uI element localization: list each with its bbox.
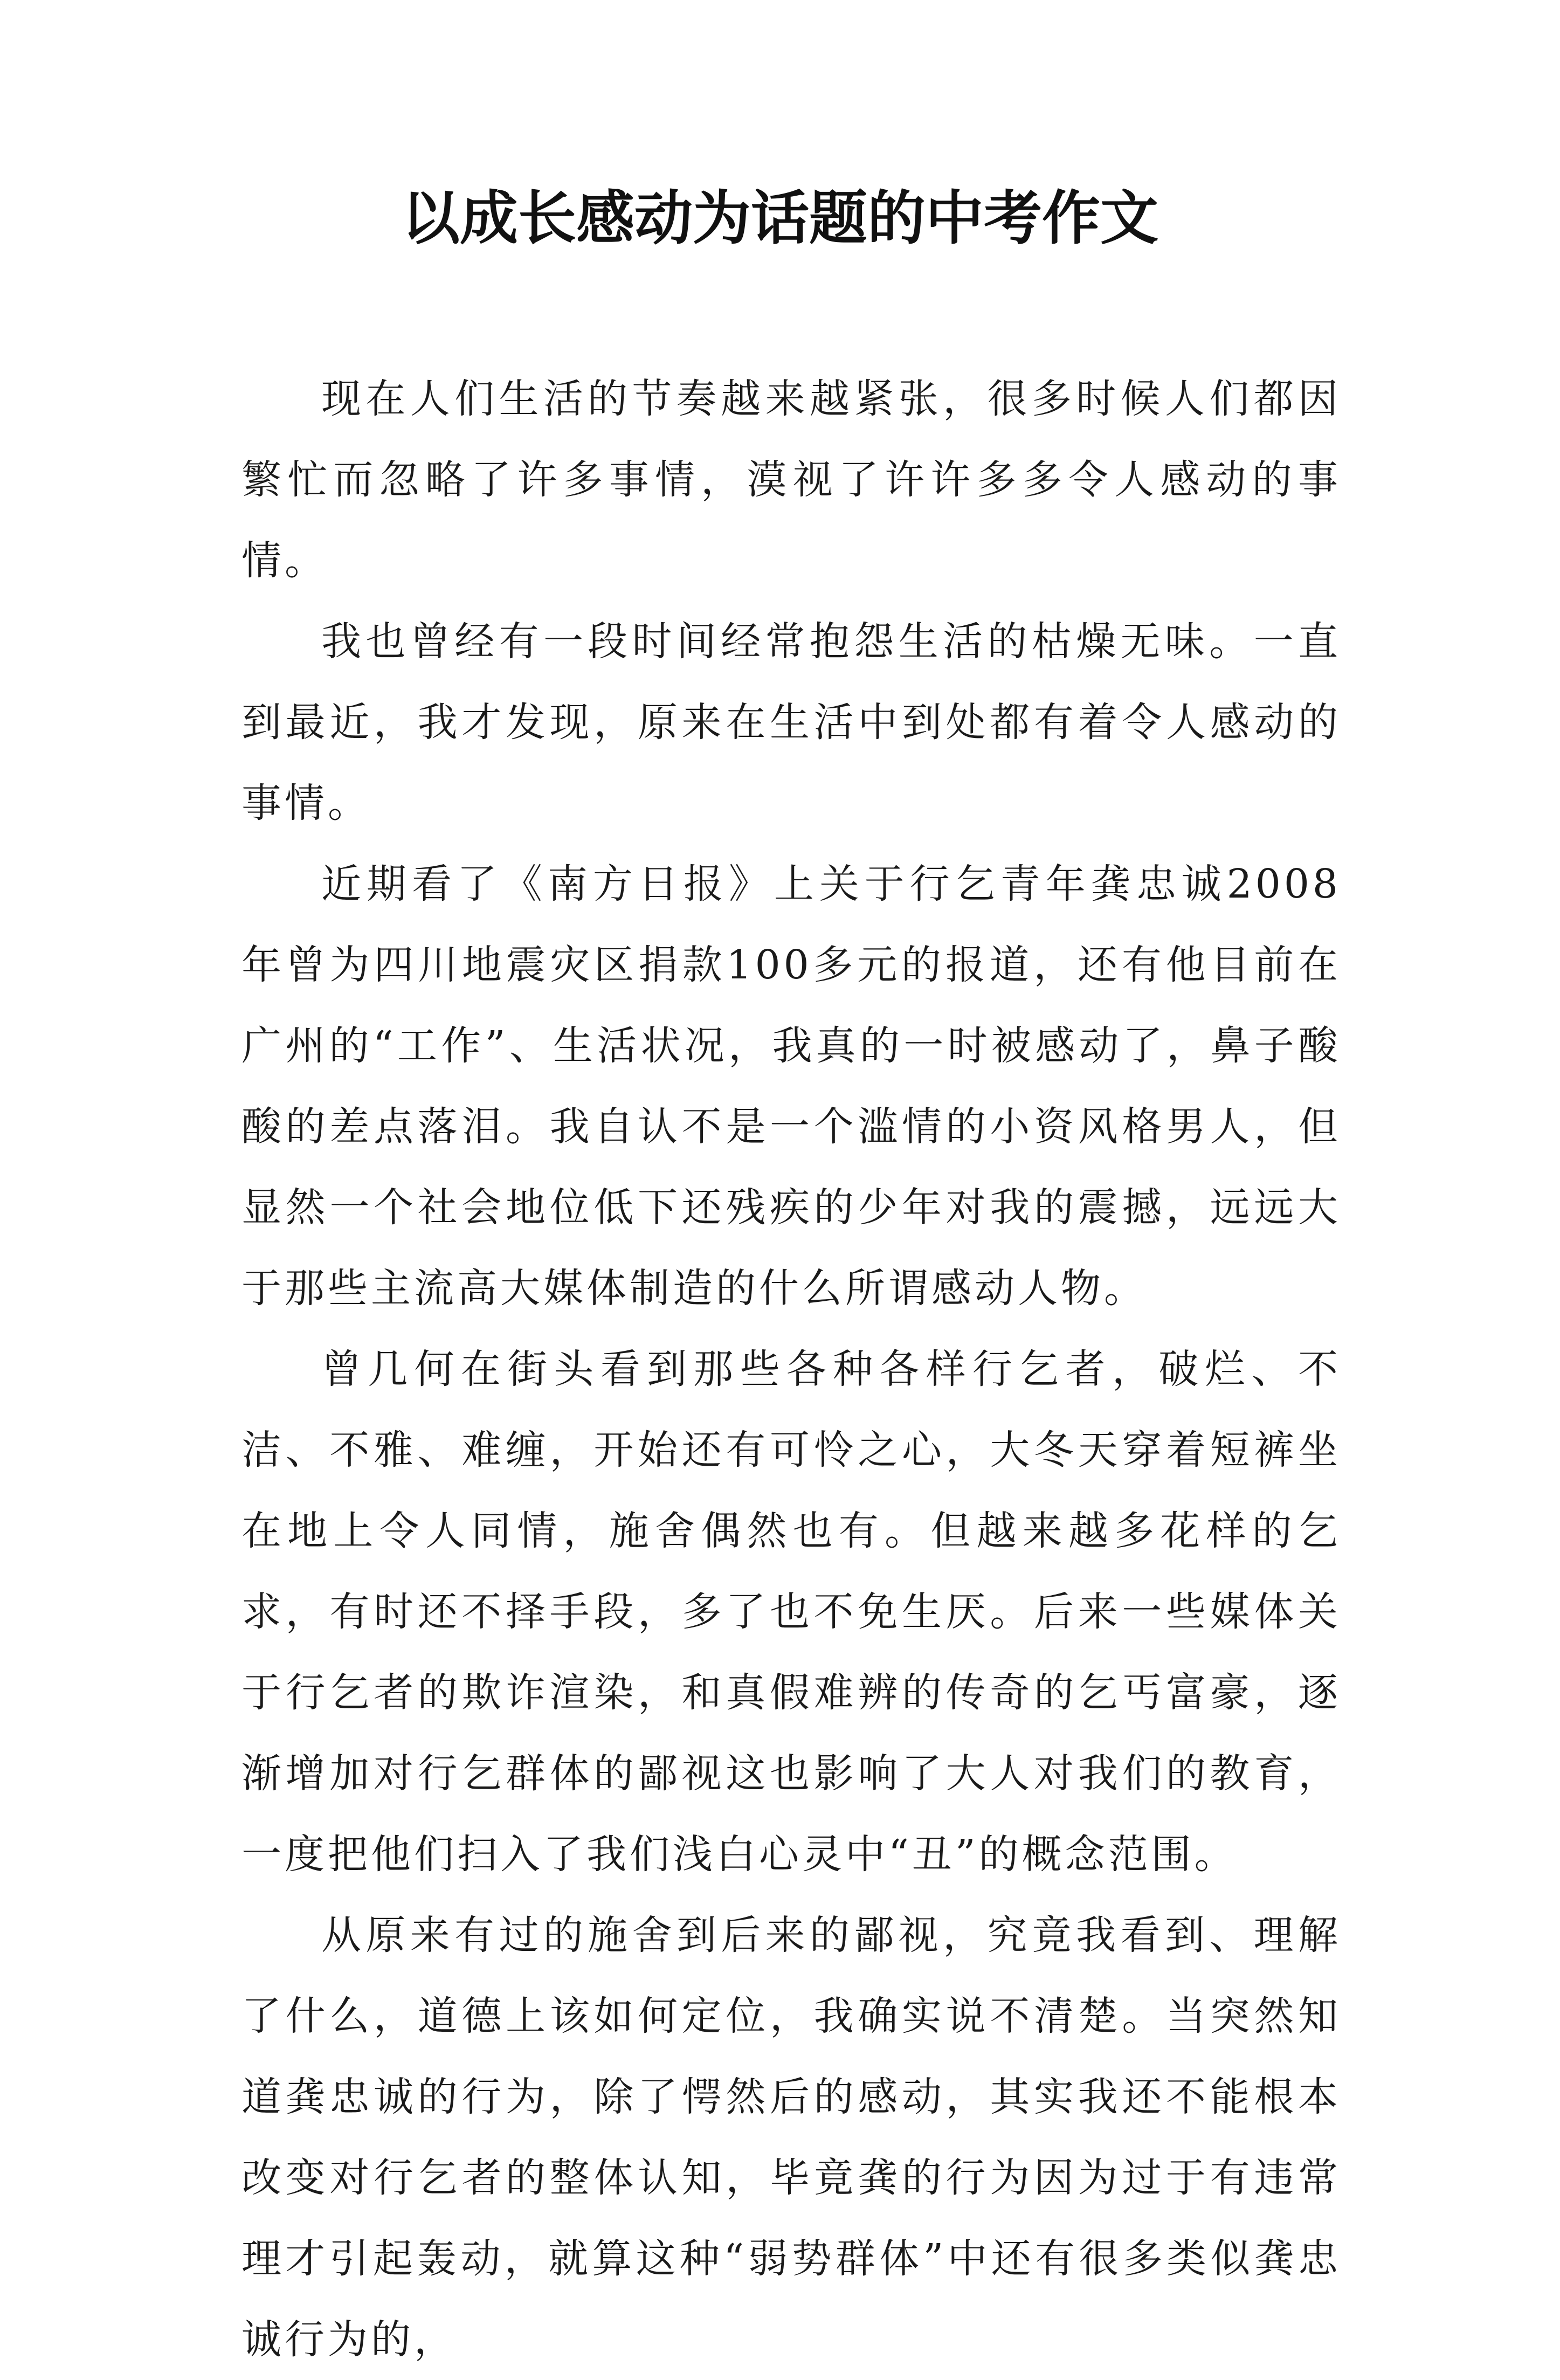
paragraph: 现在人们生活的节奏越来越紧张，很多时候人们都因繁忙而忽略了许多事情，漠视了许许多多令人感动的事情。 xyxy=(241,376,1341,584)
document-body xyxy=(241,358,1341,2380)
paragraph: 近期看了《南方日报》上关于行乞青年龚忠诚2008年曾为四川地震灾区捐款100多元的报道，还有他目前在广州的“工作”、生活状况，我真的一时被感动了，鼻子酸酸的差点落泪。我自认不是一个滥情的小资风格男人，但显然一个社会地位低下还残疾的少年对我的震撼，远远大于那些主流高大媒体制造的什么所谓感动人物。 xyxy=(241,861,1341,1312)
paragraph: 我也曾经有一段时间经常抱怨生活的枯燥无味。一直到最近，我才发现，原来在生活中到处都有着令人感动的事情。 xyxy=(241,618,1341,826)
paragraph: 从原来有过的施舍到后来的鄙视，究竟我看到、理解了什么，道德上该如何定位，我确实说不清楚。当突然知道龚忠诚的行为，除了愕然后的感动，其实我还不能根本改变对行乞者的整体认知，毕竟龚的行为因为过于有违常理才引起轰动，就算这种“弱势群体”中还有很多类似龚忠诚行为的， xyxy=(241,1912,1341,2363)
paragraph: 曾几何在街头看到那些各种各样行乞者，破烂、不洁、不雅、难缠，开始还有可怜之心，大冬天穿着短裤坐在地上令人同情，施舍偶然也有。但越来越多花样的乞求，有时还不择手段，多了也不免生厌。后来一些媒体关于行乞者的欺诈渲染，和真假难辨的传奇的乞丐富豪，逐渐增加对行乞群体的鄙视这也影响了大人对我们的教育，一度把他们扫入了我们浅白心灵中“丑”的概念范围。 xyxy=(241,1346,1341,1878)
document-title: 以成长感动为话题的中考作文 xyxy=(401,184,1158,252)
